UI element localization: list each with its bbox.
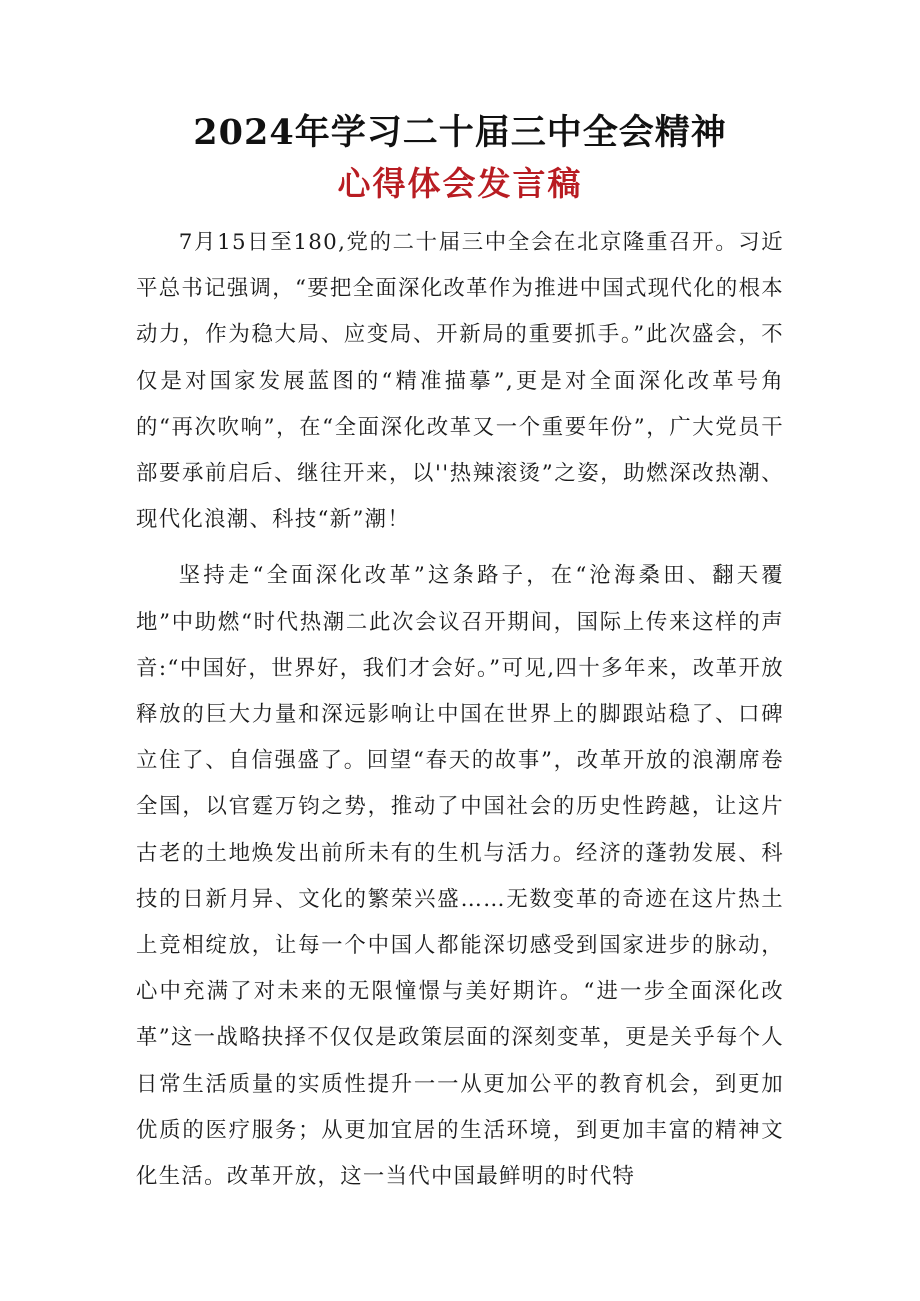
document-title: 2024年学习二十届三中全会精神 [193,112,727,153]
paragraph-1: 7月15日至180,党的二十届三中全会在北京隆重召开。习近平总书记强调，“要把全面深化改革作为推进中国式现代化的根本动力，作为稳大局、应变局、开新局的重要抓手。”此次盛会，不仅是对国家发展蓝图的“精准描摹”,更是对全面深化改革号角的“再次吹响”，在“全面深化改革又一个重要年份”，广大党员干部要承前启后、继往开来，以''热辣滚烫”之姿，助燃深改热潮、现代化浪潮、科技“新”潮！ [136,230,784,533]
document-subtitle: 心得体会发言稿 [337,164,583,203]
document-body [136,220,784,1200]
paragraph-2: 坚持走“全面深化改革”这条路子，在“沧海桑田、翻天覆地”中助燃“时代热潮二此次会议召开期间，国际上传来这样的声音:“中国好，世界好，我们才会好。”可见,四十多年来，改革开放释放的巨大力量和深远影响让中国在世界上的脚跟站稳了、口碑立住了、自信强盛了。回望“春天的故事”，改革开放的浪潮席卷全国，以官霆万钧之势，推动了中国社会的历史性跨越，让这片古老的土地焕发出前所未有的生机与活力。经济的蓬勃发展、科技的日新月异、文化的繁荣兴盛……无数变革的奇迹在这片热土上竞相绽放，让每一个中国人都能深切感受到国家进步的脉动，心中充满了对未来的无限憧憬与美好期许。“进一步全面深化改革”这一战略抉择不仅仅是政策层面的深刻变革，更是关乎每个人日常生活质量的实质性提升一一从更加公平的教育机会，到更加优质的医疗服务；从更加宜居的生活环境，到更加丰富的精神文化生活。改革开放，这一当代中国最鲜明的时代特 [136,563,784,1190]
